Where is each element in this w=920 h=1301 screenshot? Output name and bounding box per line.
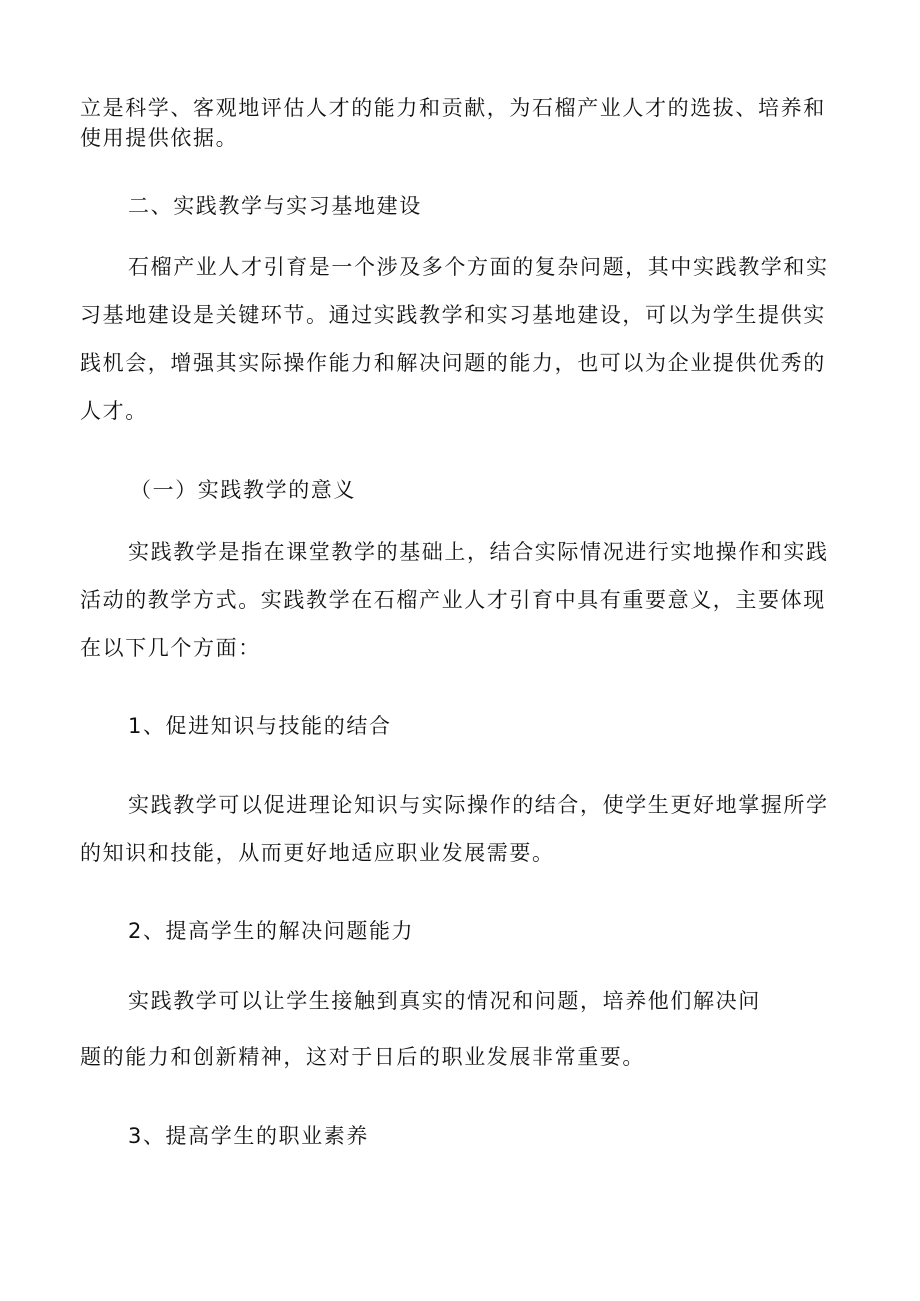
section-heading: 二、实践教学与实习基地建设: [128, 194, 422, 218]
paragraph-1-line-1: 立是科学、客观地评估人才的能力和贡献，为石榴产业人才的选拔、培养和: [80, 96, 826, 120]
paragraph-2-line-1: 石榴产业人才引育是一个涉及多个方面的复杂问题，其中实践教学和实: [128, 255, 829, 279]
paragraph-2-line-4: 人才。: [80, 399, 148, 423]
paragraph-3-line-3: 在以下几个方面：: [80, 636, 261, 660]
paragraph-1-line-2: 使用提供依据。: [80, 126, 239, 150]
point-1-body-line-2: 的知识和技能，从而更好地适应职业发展需要。: [80, 841, 555, 865]
point-1-heading: 1、促进知识与技能的结合: [128, 714, 392, 738]
point-3-heading: 3、提高学生的职业素养: [128, 1124, 369, 1148]
paragraph-2-line-3: 践机会，增强其实际操作能力和解决问题的能力，也可以为企业提供优秀的: [80, 351, 826, 375]
point-2-body-line-1: 实践教学可以让学生接触到真实的情况和问题，培养他们解决问: [128, 989, 761, 1013]
point-1-body-line-1: 实践教学可以促进理论知识与实际操作的结合，使学生更好地掌握所学: [128, 793, 829, 817]
point-2-heading: 2、提高学生的解决问题能力: [128, 919, 415, 943]
subsection-heading: （一）实践教学的意义: [130, 478, 356, 502]
paragraph-3-line-2: 活动的教学方式。实践教学在石榴产业人才引育中具有重要意义，主要体现: [80, 588, 826, 612]
paragraph-2-line-2: 习基地建设是关键环节。通过实践教学和实习基地建设，可以为学生提供实: [80, 303, 826, 327]
paragraph-3-line-1: 实践教学是指在课堂教学的基础上，结合实际情况进行实地操作和实践: [128, 540, 829, 564]
point-2-body-line-2: 题的能力和创新精神，这对于日后的职业发展非常重要。: [80, 1045, 645, 1069]
